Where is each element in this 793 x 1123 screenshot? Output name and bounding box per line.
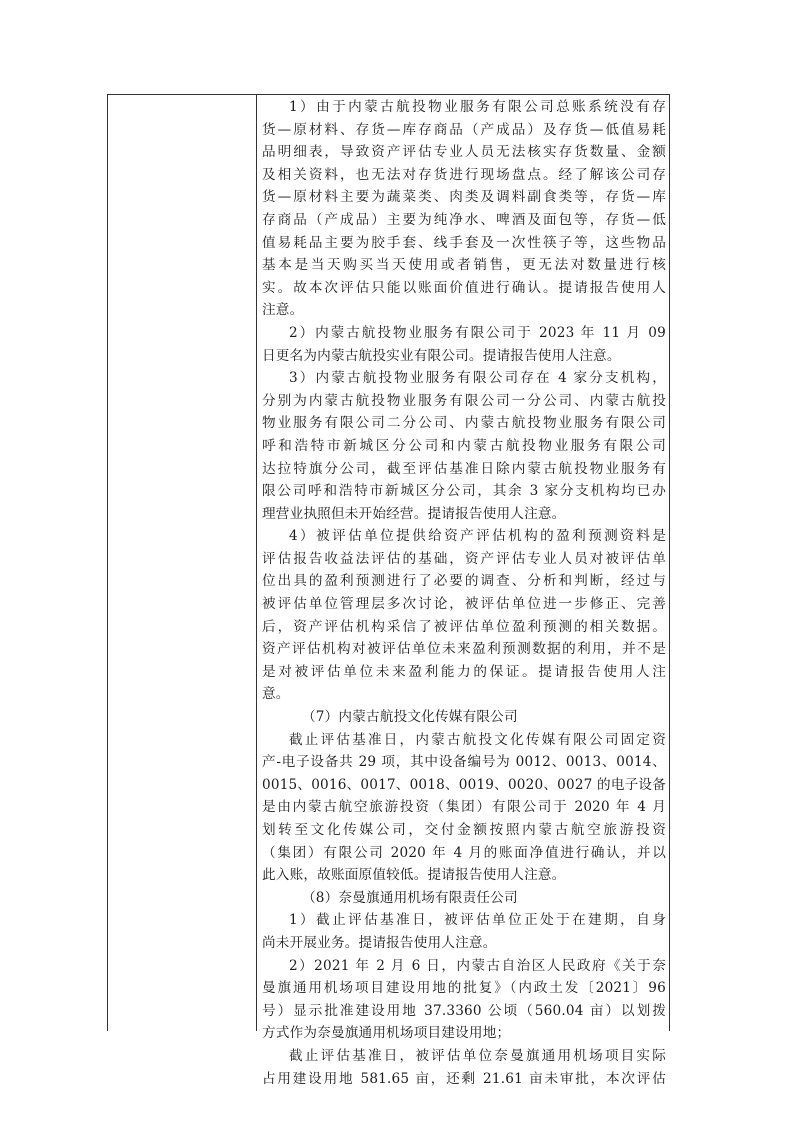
text-line: 意。: [262, 686, 290, 703]
text-line: 2）内蒙古航投物业服务有限公司于 2023 年 11 月 09: [289, 324, 666, 341]
text-line: 被评估单位管理层多次讨论，被评估单位进一步修正、完善: [262, 596, 666, 613]
text-line: 截止评估基准日，被评估单位奈曼旗通用机场项目实际: [289, 1047, 666, 1064]
text-line: 划转至文化传媒公司，交付金额按照内蒙古航空旅游投资: [262, 822, 666, 838]
text-line: 1）截止评估基准日，被评估单位正处于在建期，自身: [289, 912, 666, 929]
text-line: 是对被评估单位未来盈利能力的保证。提请报告使用人注: [262, 663, 666, 680]
text-line: 尚未开展业务。提请报告使用人注意。: [262, 934, 497, 951]
remarks-cell: [262, 96, 666, 1090]
text-line: 货—原材料、存货—库存商品（产成品）及存货—低值易耗: [262, 121, 666, 138]
text-line: 分别为内蒙古航投物业服务有限公司一分公司、内蒙古航投: [262, 392, 666, 409]
text-line: 品明细表，导致资产评估专业人员无法核实存货数量、金额: [262, 144, 666, 161]
section-heading: （7）内蒙古航投文化传媒有限公司: [302, 709, 518, 726]
text-line: 实。故本次评估只能以账面价值进行确认。提请报告使用人: [262, 279, 666, 296]
text-line: 物业服务有限公司二分公司、内蒙古航投物业服务有限公司: [262, 415, 666, 432]
text-line: 曼旗通用机场项目建设用地的批复》（内政土发〔2021〕96: [262, 980, 666, 997]
text-line: 理营业执照但未开始经营。提请报告使用人注意。: [262, 505, 566, 522]
text-line: 基本是当天购买当天使用或者销售，更无法对数量进行核: [262, 257, 666, 274]
text-line: 1）由于内蒙古航投物业服务有限公司总账系统没有存: [289, 99, 666, 115]
text-line: 日更名为内蒙古航投实业有限公司。提请报告使用人注意。: [262, 347, 621, 364]
text-line: 0015、0016、0017、0018、0019、0020、0027 的电子设备: [262, 776, 666, 793]
text-line: 后，资产评估机构采信了被评估单位盈利预测的相关数据。: [262, 618, 666, 635]
text-line: 占用建设用地 581.65 亩，还剩 21.61 亩未审批，本次评估: [262, 1070, 666, 1087]
text-line: 号）显示批准建设用地 37.3360 公顷（560.04 亩）以划拨: [262, 1002, 666, 1019]
text-line: （集团）有限公司 2020 年 4 月的账面净值进行确认，并以: [262, 844, 666, 861]
text-line: 4）被评估单位提供给资产评估机构的盈利预测资料是: [289, 528, 666, 545]
text-line: 方式作为奈曼旗通用机场项目建设用地；: [262, 1025, 511, 1042]
text-line: 截止评估基准日，内蒙古航投文化传媒有限公司固定资: [289, 731, 666, 748]
text-line: 产-电子设备共 29 项，其中设备编号为 0012、0013、0014、: [262, 754, 666, 771]
column-divider: [256, 94, 257, 1031]
text-line: 资产评估机构对被评估单位未来盈利预测数据的利用，并不是: [262, 641, 666, 658]
text-line: 3）内蒙古航投物业服务有限公司存在 4 家分支机构，: [289, 370, 666, 387]
text-line: 达拉特旗分公司，截至评估基准日除内蒙古航投物业服务有: [262, 460, 666, 477]
text-line: 限公司呼和浩特市新城区分公司，其余 3 家分支机构均已办: [262, 483, 666, 500]
text-line: 注意。: [262, 302, 304, 319]
text-line: 及相关资料，也无法对存货进行现场盘点。经了解该公司存: [262, 166, 666, 183]
text-line: 2）2021 年 2 月 6 日，内蒙古自治区人民政府《关于奈: [289, 957, 666, 974]
text-line: 评估报告收益法评估的基础，资产评估专业人员对被评估单: [262, 550, 666, 567]
text-line: 存商品（产成品）主要为纯净水、啤酒及面包等，存货—低: [262, 211, 666, 228]
text-line: 此入账，故账面原值较低。提请报告使用人注意。: [262, 867, 566, 884]
text-line: 位出具的盈利预测进行了必要的调查、分析和判断，经过与: [262, 573, 666, 590]
section-heading: （8）奈曼旗通用机场有限责任公司: [302, 889, 518, 906]
text-line: 是由内蒙古航空旅游投资（集团）有限公司于 2020 年 4 月: [262, 799, 666, 816]
text-line: 呼和浩特市新城区分公司和内蒙古航投物业服务有限公司: [262, 437, 666, 454]
text-line: 货—原材料主要为蔬菜类、肉类及调料副食类等，存货—库: [262, 189, 666, 206]
text-line: 值易耗品主要为胶手套、线手套及一次性筷子等，这些物品: [262, 234, 666, 251]
